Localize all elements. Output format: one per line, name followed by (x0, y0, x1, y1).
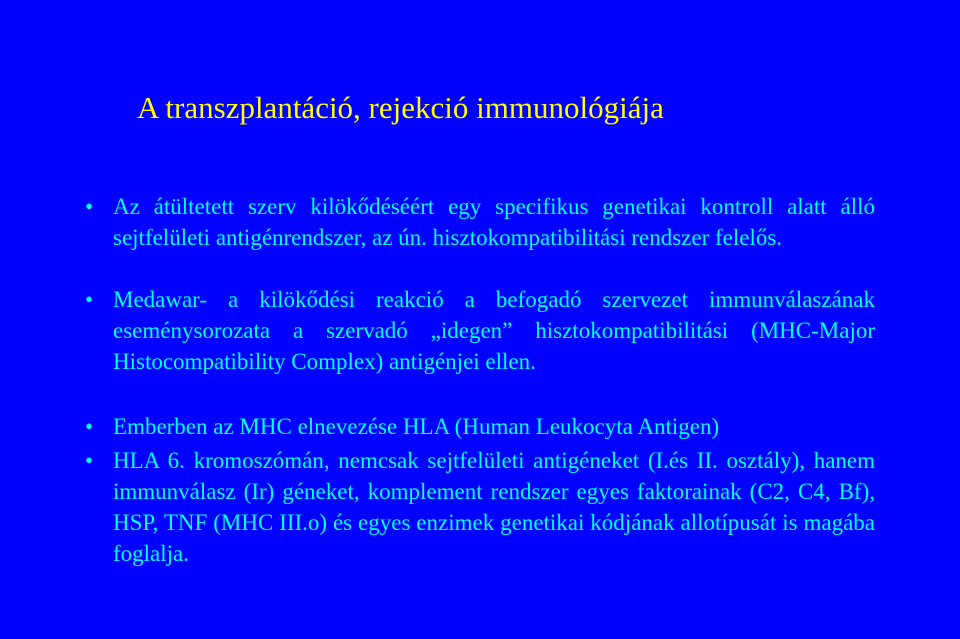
bullet-text: Emberben az MHC elnevezése HLA (Human Leukocyta Antigen) (113, 414, 720, 439)
bullet-item (85, 191, 875, 284)
bullet-icon: • (85, 194, 94, 219)
slide-title: A transzplantáció, rejekció immunológiája (137, 90, 664, 125)
bullet-item (85, 411, 875, 442)
bullet-text: HLA 6. kromoszómán, nemcsak sejtfelületi antigéneket (I.és II. osztály), hanem immunválasz (Ir) géneket, komplement rendszer egyes faktorainak (C2, C4, Bf), HSP, TNF (MHC III.o) és egyes enzimek genetikai kódjának allotípusát is magába foglalja. (113, 448, 875, 566)
bullet-item (85, 445, 875, 569)
bullet-text: Medawar- a kilökődési reakció a befogadó szervezet immunválaszának eseménysorozata a szervadó „idegen” hisztokompatibilitási (MHC-Major Histocompatibility Complex) antigénjei ellen. (113, 287, 875, 374)
bullet-icon: • (85, 414, 94, 439)
bullet-item (85, 284, 875, 408)
bullet-icon: • (85, 287, 94, 312)
bullet-text: Az átültetett szerv kilökődéséért egy specifikus genetikai kontroll alatt álló sejtfelületi antigénrendszer, az ún. hisztokompatibilitási rendszer felelős. (113, 194, 875, 250)
bullet-icon: • (85, 448, 94, 473)
bullet-list (0, 191, 960, 569)
